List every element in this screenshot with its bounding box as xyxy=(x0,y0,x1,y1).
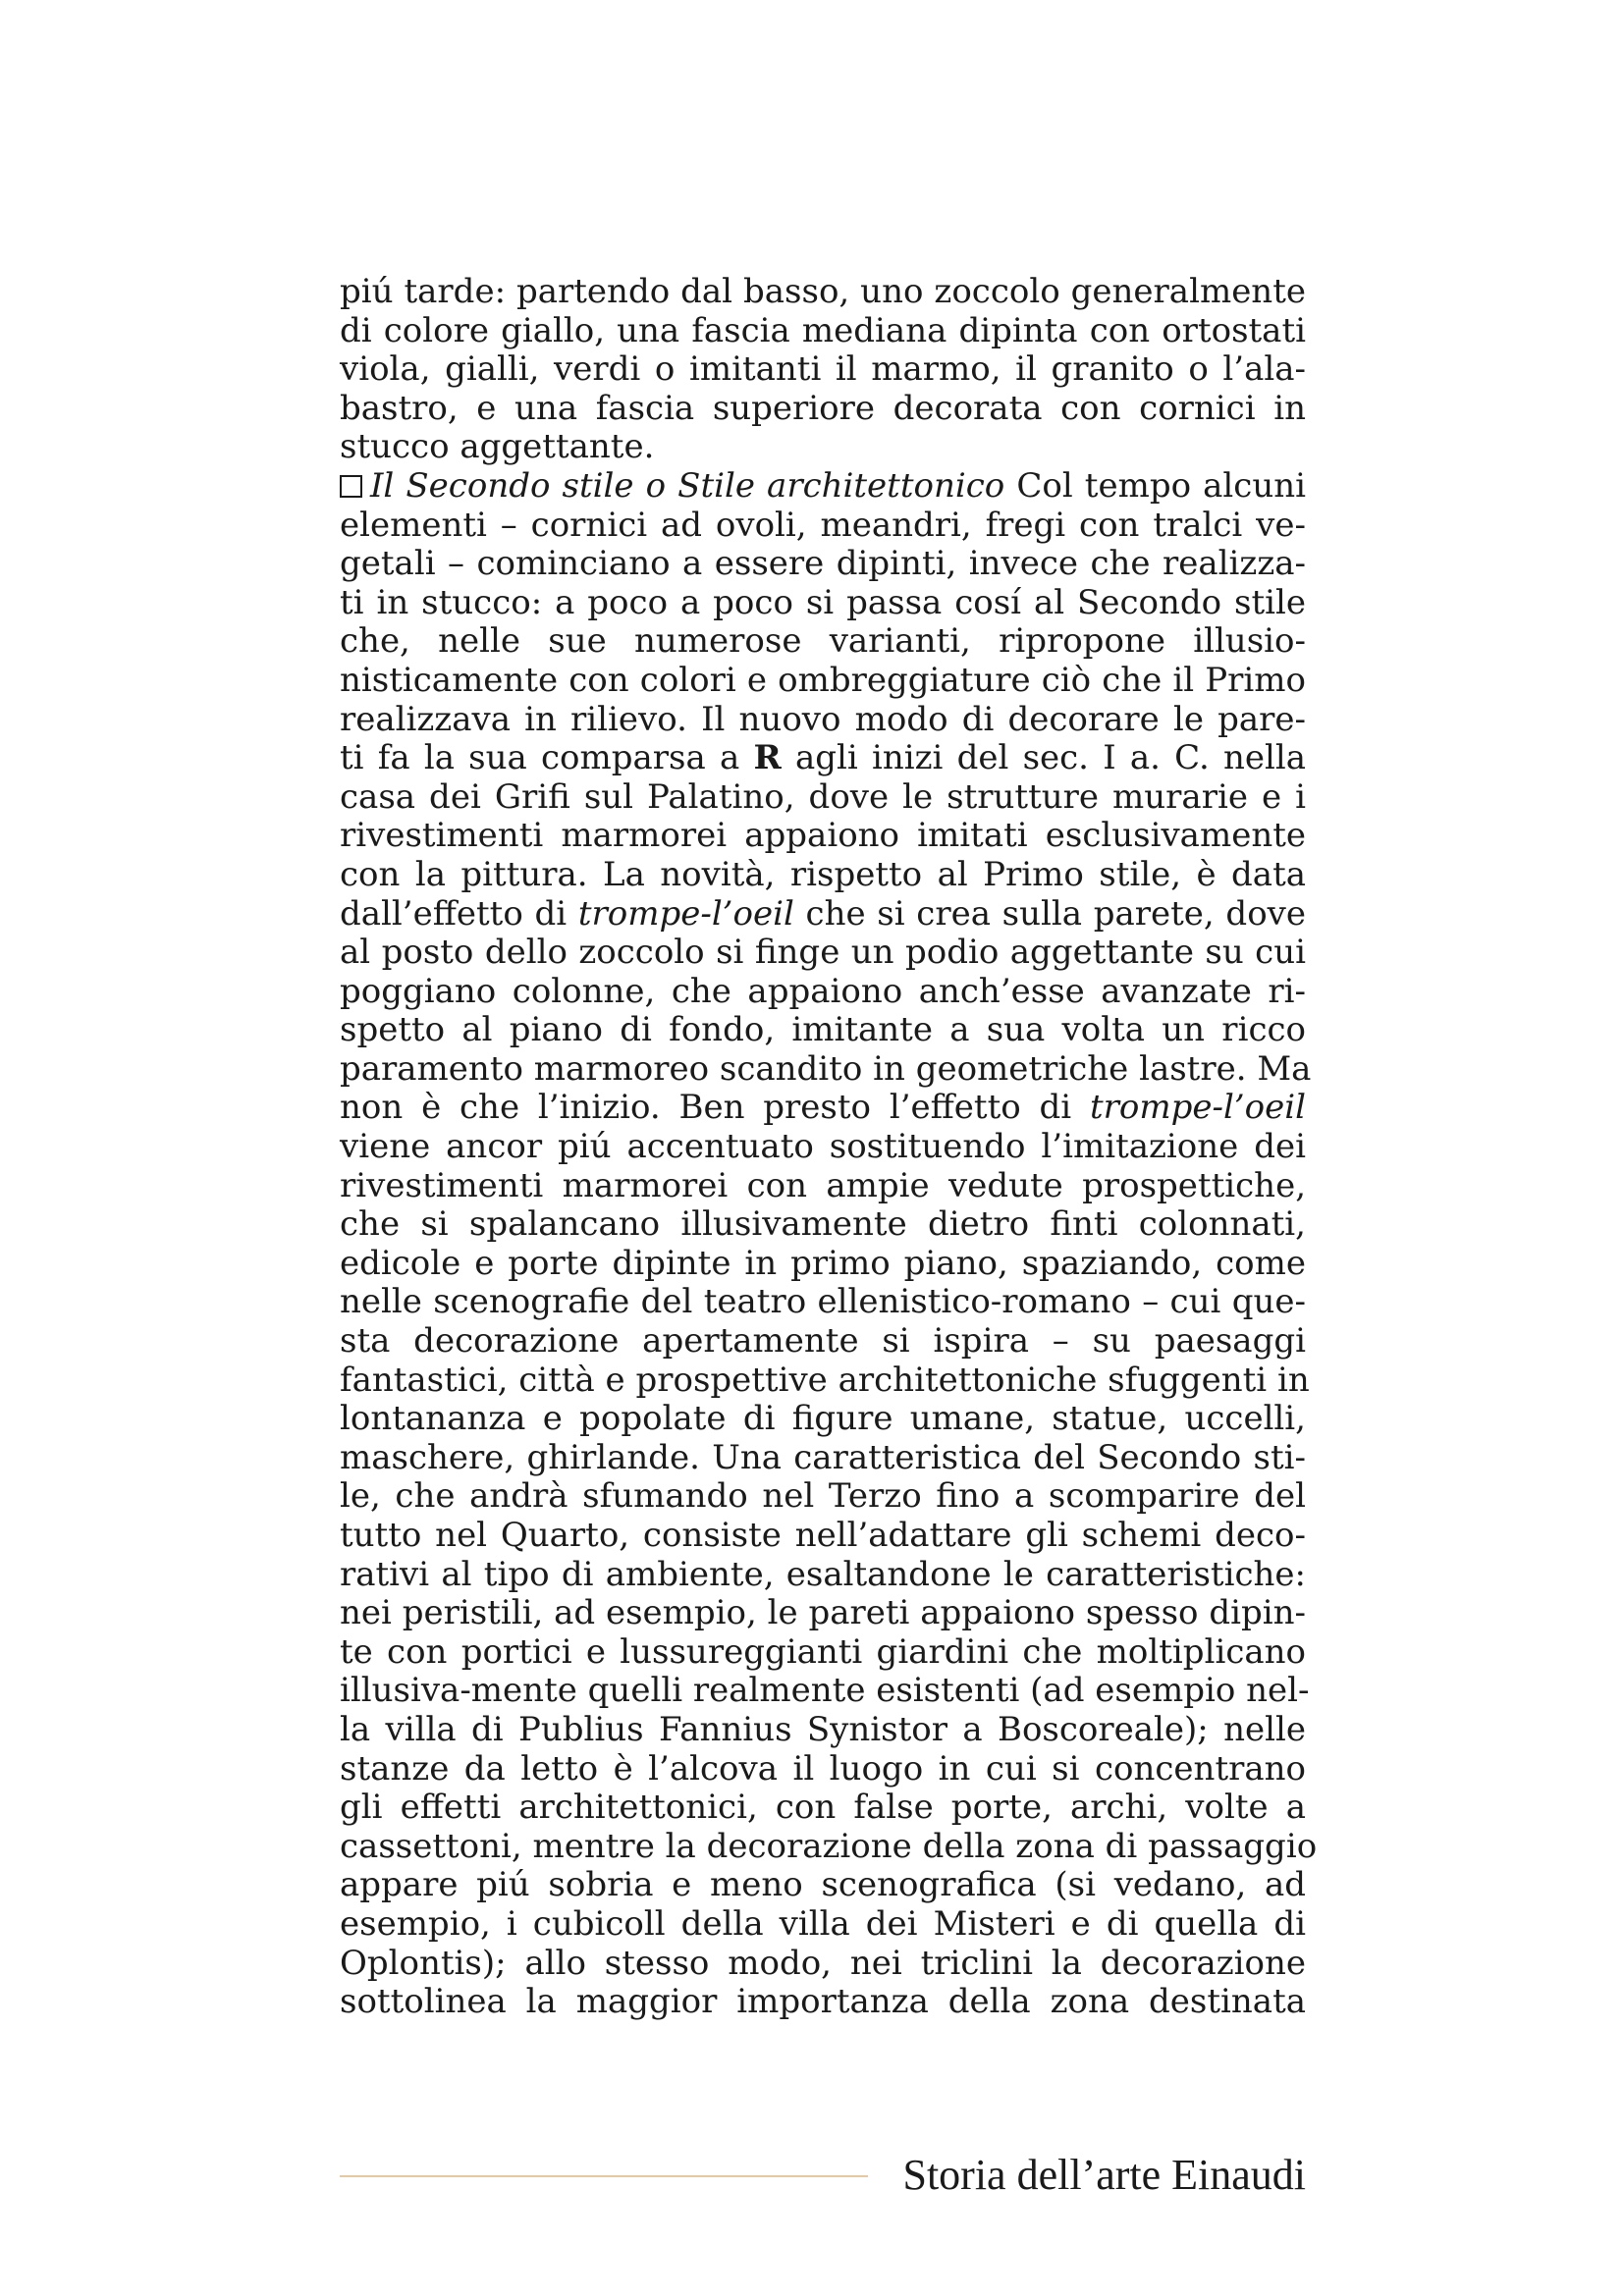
text-segment: che si crea sulla parete, dove xyxy=(793,893,1306,934)
square-bullet-icon xyxy=(340,475,362,498)
text-line: nisticamente con colori e ombreggiature ciò che il Primo xyxy=(340,660,1306,700)
text-line: nei peristili, ad esempio, le pareti appaiono spesso dipin- xyxy=(340,1593,1306,1633)
text-line: cassettoni, mentre la decorazione della zona di passaggio xyxy=(340,1826,1318,1866)
text-line: rivestimenti marmorei con ampie vedute prospettiche, xyxy=(340,1165,1306,1205)
text-line: viola, gialli, verdi o imitanti il marmo, il granito o l’ala- xyxy=(340,349,1306,390)
text-line: rativi al tipo di ambiente, esaltandone le caratteristiche: xyxy=(340,1554,1306,1594)
text-line: esempio, i cubicoll della villa dei Misteri e di quella di xyxy=(340,1903,1306,1944)
text-line: stanze da letto è l’alcova il luogo in cui si concentrano xyxy=(340,1748,1306,1789)
text-line: illusiva-mente quelli realmente esistenti (ad esempio nel- xyxy=(340,1671,1310,1711)
text-line: tutto nel Quarto, consiste nell’adattare gli schemi deco- xyxy=(340,1516,1306,1555)
text-line: con la pittura. La novità, rispetto al Primo stile, è data xyxy=(340,854,1306,894)
text-line: di colore giallo, una fascia mediana dipinta con ortostati xyxy=(340,310,1306,350)
text-line: sottolinea la maggior importanza della zona destinata xyxy=(340,1982,1306,2022)
text-line: nelle scenografie del teatro ellenistico-romano – cui que- xyxy=(340,1282,1306,1322)
text-line: le, che andrà sfumando nel Terzo fino a scomparire del xyxy=(340,1476,1306,1517)
italic-term: trompe-l’oeil xyxy=(577,893,794,934)
text-segment: Col tempo alcuni xyxy=(1016,465,1307,506)
text-line: stucco aggettante. xyxy=(340,427,655,467)
text-line: gli effetti architettonici, con false porte, archi, volte a xyxy=(340,1788,1306,1828)
text-line: la villa di Publius Fannius Synistor a Boscoreale); nelle xyxy=(340,1709,1306,1749)
text-line: sta decorazione apertamente si ispira – su paesaggi xyxy=(340,1321,1306,1362)
text-line: fantastici, città e prospettive architettoniche sfuggenti in xyxy=(340,1360,1310,1400)
section-heading: Il Secondo stile o Stile architettonico xyxy=(370,465,1005,506)
footer-divider xyxy=(340,2175,868,2177)
text-line: Oplontis); allo stesso modo, nei triclini la decorazione xyxy=(340,1943,1306,1983)
text-line: appare piú sobria e meno scenografica (si vedano, ad xyxy=(340,1865,1306,1905)
text-line: al posto dello zoccolo si finge un podio aggettante su cui xyxy=(340,933,1306,973)
text-line: realizzava in rilievo. Il nuovo modo di decorare le pare- xyxy=(340,699,1306,739)
footer-title: Storia dell’arte Einaudi xyxy=(902,2151,1306,2199)
section-heading-line xyxy=(340,467,1306,507)
text-line: edicole e porte dipinte in primo piano, spaziando, come xyxy=(340,1243,1306,1283)
text-line: ti in stucco: a poco a poco si passa cosí al Secondo stile xyxy=(340,582,1306,622)
text-segment: non è che l’inizio. Ben presto l’effetto di xyxy=(340,1088,1090,1128)
text-line: poggiano colonne, che appaiono anch’esse avanzate ri- xyxy=(340,971,1306,1011)
text-line: lontananza e popolate di figure umane, statue, uccelli, xyxy=(340,1399,1306,1439)
text-line: paramento marmoreo scandito in geometriche lastre. Ma xyxy=(340,1048,1312,1089)
text-line: casa dei Grifi sul Palatino, dove le strutture murarie e i xyxy=(340,776,1306,817)
text-line: che si spalancano illusivamente dietro finti colonnati, xyxy=(340,1204,1306,1245)
text-segment: ti fa la sua comparsa a xyxy=(340,738,754,778)
text-line xyxy=(340,739,1306,778)
text-line: maschere, ghirlande. Una caratteristica del Secondo sti- xyxy=(340,1437,1306,1477)
text-line: piú tarde: partendo dal basso, uno zoccolo generalmente xyxy=(340,272,1306,311)
text-line: elementi – cornici ad ovoli, meandri, fregi con tralci ve- xyxy=(340,505,1306,545)
rome-abbreviation: R xyxy=(753,738,782,778)
text-segment: agli inizi del sec. I a. C. nella xyxy=(781,738,1306,778)
text-line: bastro, e una fascia superiore decorata con cornici in xyxy=(340,388,1306,428)
text-line: getali – cominciano a essere dipinti, invece che realizza- xyxy=(340,544,1306,584)
text-line: viene ancor piú accentuato sostituendo l’imitazione dei xyxy=(340,1127,1306,1167)
text-line: rivestimenti marmorei appaiono imitati esclusivamente xyxy=(340,816,1306,856)
text-segment: dall’effetto di xyxy=(340,893,578,934)
text-line: che, nelle sue numerose varianti, ripropone illusio- xyxy=(340,621,1306,662)
text-line: te con portici e lussureggianti giardini che moltiplicano xyxy=(340,1631,1306,1672)
text-line: spetto al piano di fondo, imitante a sua volta un ricco xyxy=(340,1010,1306,1050)
text-line xyxy=(340,895,1306,934)
italic-term: trompe-l’oeil xyxy=(1089,1088,1306,1128)
body-text xyxy=(340,272,1318,2022)
text-line xyxy=(340,1089,1306,1128)
